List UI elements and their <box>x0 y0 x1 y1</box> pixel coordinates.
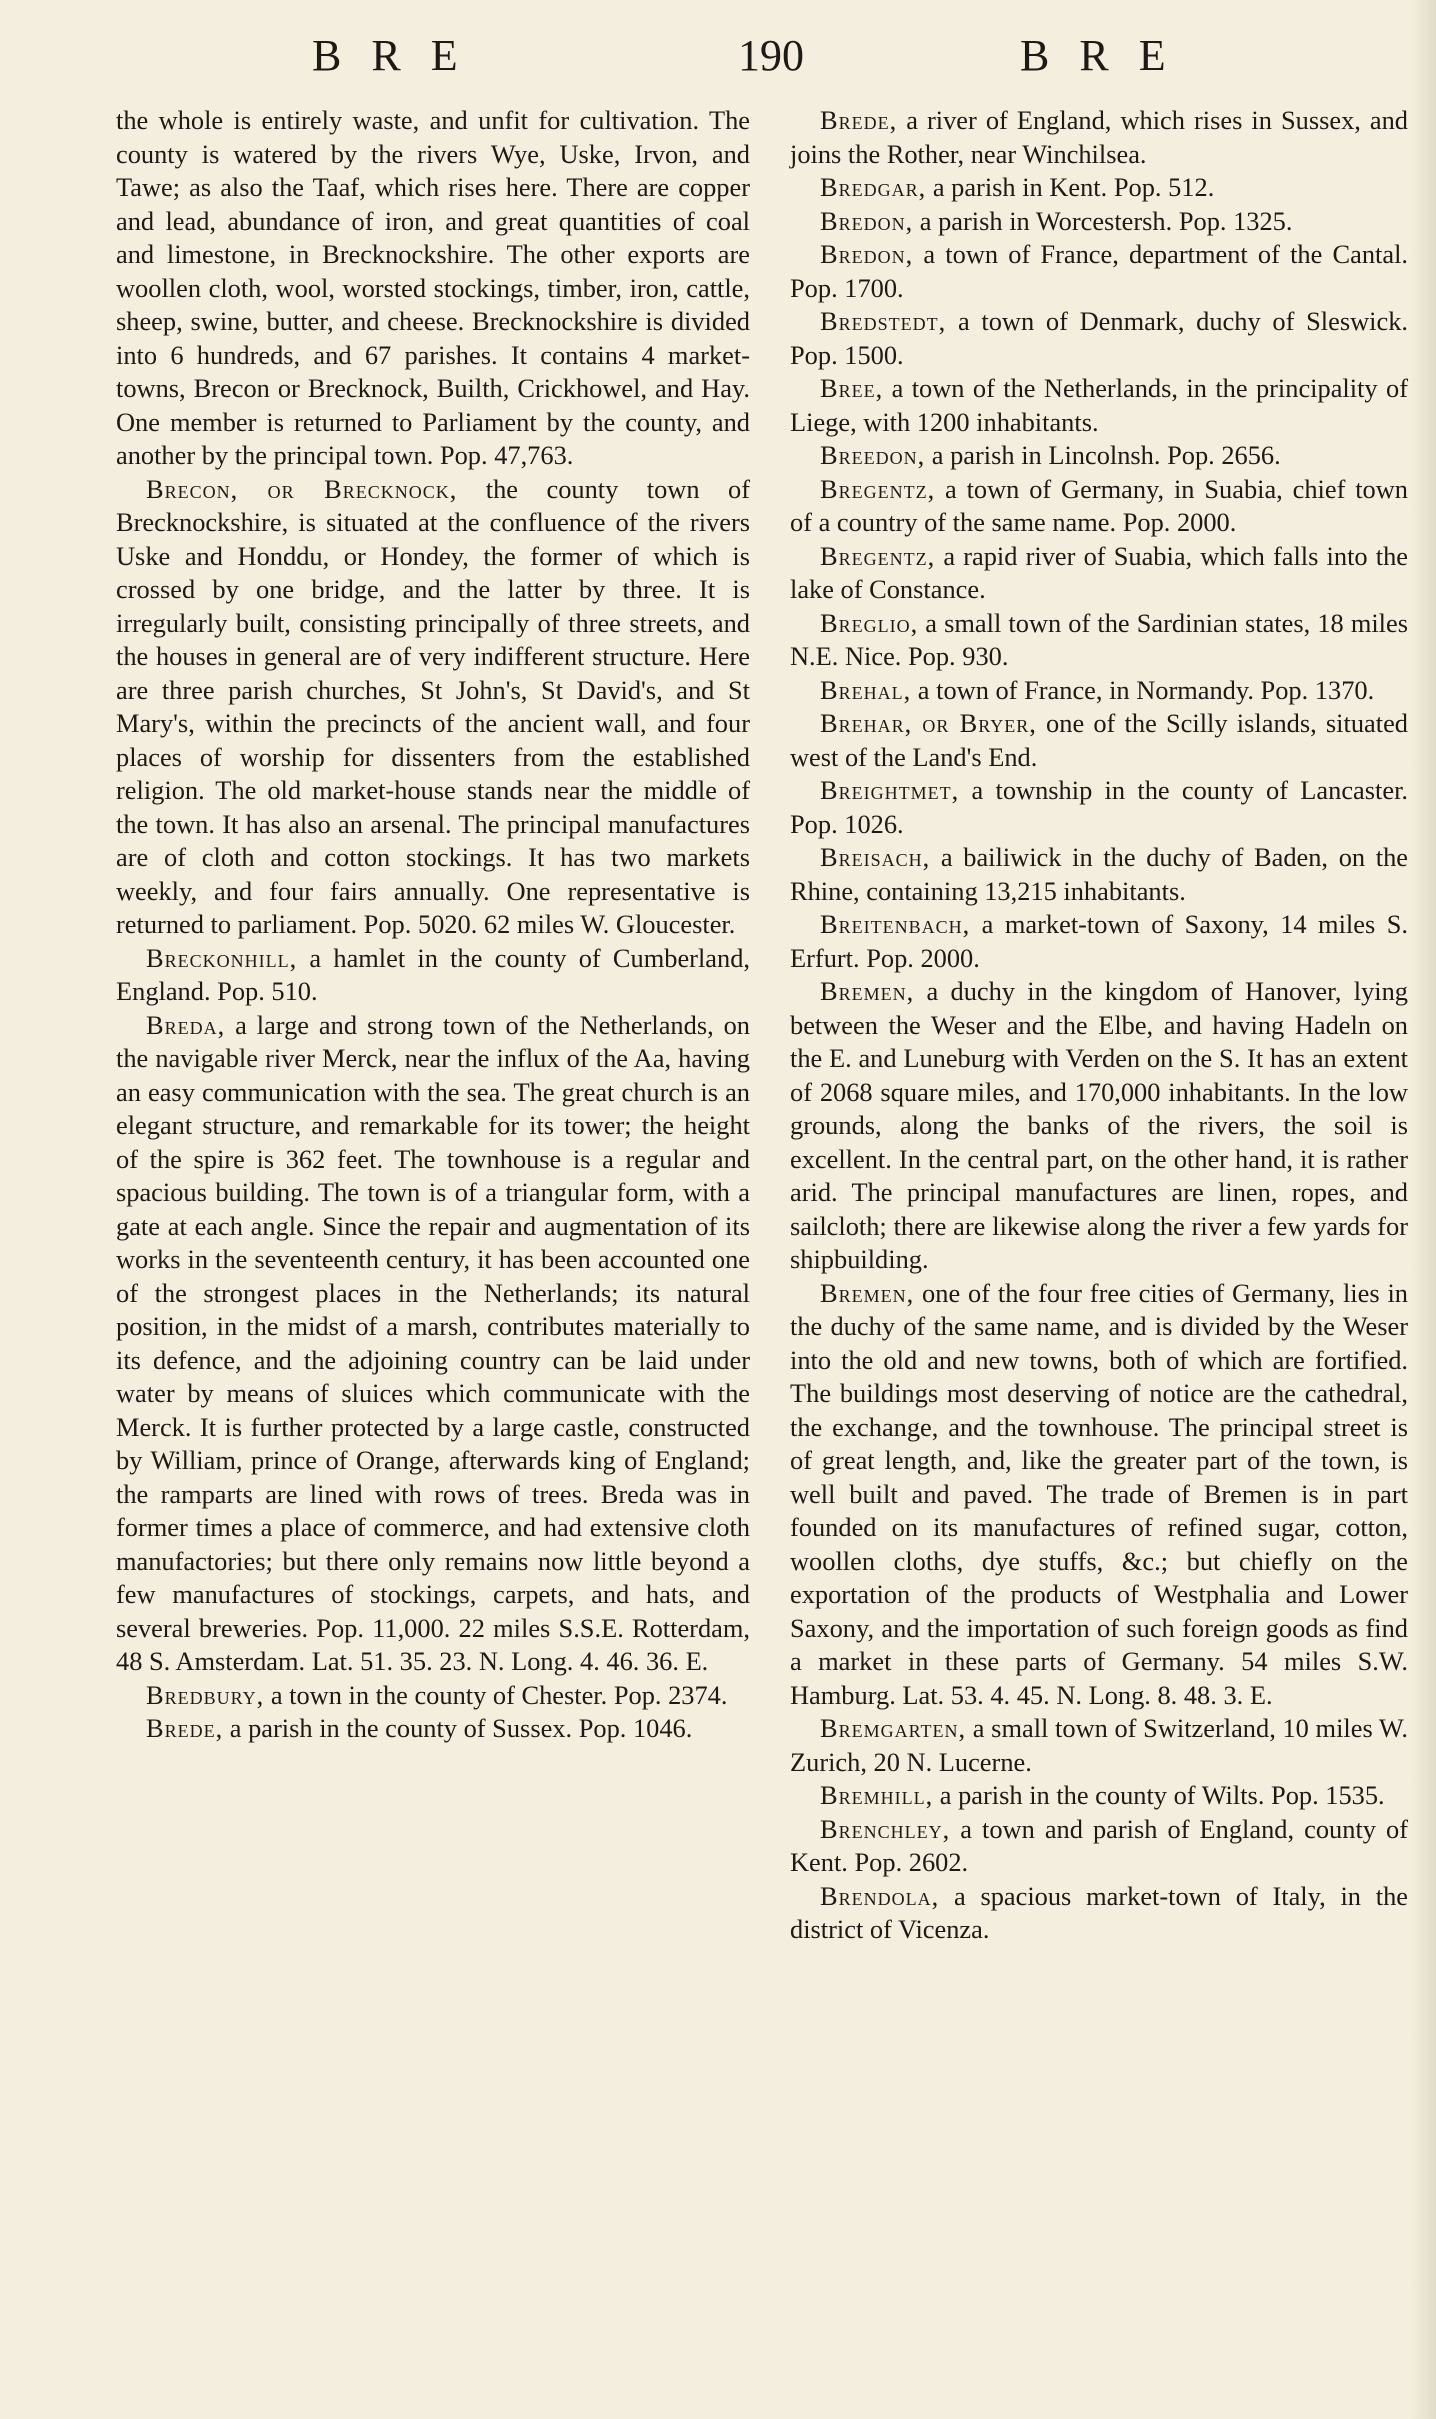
entry-headword: Bregentz, <box>820 540 936 571</box>
entry-headword: Brendola, <box>820 1880 940 1911</box>
entry-headword: Breda, <box>146 1009 226 1040</box>
entry-headword: Breightmet, <box>820 775 960 805</box>
entry-text: a small town of the Sardinian states, 18 miles N.E. Nice. Pop. 930. <box>790 607 1408 671</box>
header-right-catchword: BRE <box>1020 31 1196 80</box>
dictionary-entry <box>790 540 1408 607</box>
header-left-catchword: BRE <box>312 31 488 80</box>
entry-text: a town of Denmark, duchy of Sleswick. Pop. 1500. <box>790 306 1408 370</box>
dictionary-entry <box>790 238 1408 305</box>
entry-text: a parish in Lincolnsh. Pop. 2656. <box>925 440 1281 470</box>
dictionary-entry <box>790 473 1408 540</box>
entry-text: a town in the county of Chester. Pop. 2374. <box>264 1679 728 1710</box>
entry-headword: Bredon, <box>820 239 914 269</box>
dictionary-entry <box>790 205 1408 239</box>
entry-text: a market-town of Saxony, 14 miles S. Erfurt. Pop. 2000. <box>790 909 1408 973</box>
entry-headword: Breckonhill, <box>146 942 298 973</box>
entry-headword: Bremhill, <box>820 1780 934 1810</box>
dictionary-entry <box>116 1679 750 1713</box>
entry-headword: Bredgar, <box>820 172 927 202</box>
dictionary-entry <box>116 942 750 1009</box>
entry-text: a small town of Switzerland, 10 miles W. Zurich, 20 N. Lucerne. <box>790 1713 1408 1777</box>
page-header <box>0 30 1436 90</box>
entry-text: a river of England, which rises in Sussex, and joins the Rother, near Winchilsea. <box>790 105 1408 169</box>
entry-headword: Breisach, <box>820 842 931 872</box>
dictionary-entry <box>790 674 1408 708</box>
entry-text: a rapid river of Suabia, which falls into the lake of Constance. <box>790 540 1408 604</box>
entry-headword: Breitenbach, <box>820 909 971 939</box>
dictionary-entry <box>116 104 750 473</box>
dictionary-entry <box>790 707 1408 774</box>
entry-text: a township in the county of Lancaster. Pop. 1026. <box>790 775 1408 839</box>
dictionary-entry <box>790 372 1408 439</box>
dictionary-entry <box>790 1277 1408 1713</box>
dictionary-entry <box>790 908 1408 975</box>
entry-text: a large and strong town of the Netherlands, on the navigable river Merck, near the influx of the Aa, having an easy communication with the sea. The great church is an elegant structure, and remarkable for its tower; the height of the spire is 362 feet. The townhouse is a regular and spacious building. The town is of a triangular form, with a gate at each angle. Since the repair and augmentation of its works in the seventeenth century, it has been accounted one of the strongest places in the Netherlands; its natural position, in the midst of a marsh, contributes materially to its defence, and the adjoining country can be laid under water by means of sluices which communicate with the Merck. It is further protected by a large castle, constructed by William, prince of Orange, afterwards king of England; the ramparts are lined with rows of trees. Breda was in former times a place of commerce, and had extensive cloth manufactories; but there only remains now little beyond a few manufactures of stockings, carpets, and hats, and several breweries. Pop. 11,000. 22 miles S.S.E. Rotterdam, 48 S. Amsterdam. Lat. 51. 35. 23. N. Long. 4. 46. 36. E. <box>116 1009 750 1676</box>
entry-text: a town and parish of England, county of Kent. Pop. 2602. <box>790 1813 1408 1877</box>
entry-text: a parish in the county of Wilts. Pop. 1535. <box>933 1780 1385 1810</box>
entry-headword: Breglio, <box>820 607 919 638</box>
entry-headword: Bregentz, <box>820 473 936 504</box>
dictionary-entry <box>790 607 1408 674</box>
entry-headword: Brede, <box>820 105 898 135</box>
entry-headword: Brede, <box>146 1713 224 1743</box>
entry-text: a hamlet in the county of Cumberland, England. Pop. 510. <box>116 942 750 1006</box>
dictionary-entry <box>790 1779 1408 1813</box>
entry-text: a town of France, in Normandy. Pop. 1370. <box>911 674 1375 705</box>
entry-headword: Bredon, <box>820 205 914 236</box>
dictionary-entry <box>790 439 1408 473</box>
page-number: 190 <box>738 31 804 80</box>
entry-headword: Bremgarten, <box>820 1713 967 1743</box>
page-edge-shadow <box>1410 0 1436 2419</box>
dictionary-entry <box>116 1009 750 1679</box>
entry-headword: Brecon, or Brecknock, <box>146 473 458 504</box>
entry-headword: Bredbury, <box>146 1679 265 1710</box>
right-column <box>790 104 1408 1947</box>
entry-headword: Brenchley, <box>820 1813 951 1844</box>
entry-headword: Brehal, <box>820 674 912 705</box>
entry-headword: Bredstedt, <box>820 306 947 336</box>
dictionary-entry <box>790 841 1408 908</box>
entry-headword: Breedon, <box>820 440 926 470</box>
entry-text: a parish in Worcestersh. Pop. 1325. <box>913 205 1293 236</box>
dictionary-entry <box>790 171 1408 205</box>
dictionary-entry <box>790 104 1408 171</box>
dictionary-entry <box>790 1712 1408 1779</box>
entry-text: a town of Germany, in Suabia, chief town of a country of the same name. Pop. 2000. <box>790 473 1408 537</box>
entry-text: one of the Scilly islands, situated west of the Land's End. <box>790 708 1408 772</box>
entry-headword: Brehar, or Bryer, <box>820 708 1037 738</box>
entry-headword: Bremen, <box>820 976 915 1006</box>
dictionary-entry <box>790 1880 1408 1947</box>
entry-text: a parish in Kent. Pop. 512. <box>926 172 1215 202</box>
left-column <box>116 104 750 1746</box>
entry-text: a town of France, department of the Cantal. Pop. 1700. <box>790 239 1408 303</box>
entry-text: a duchy in the kingdom of Hanover, lying between the Weser and the Elbe, and having Hadeln on the E. and Luneburg with Verden on the S. It has an extent of 2068 square miles, and 170,000 inhabitants. In the low grounds, along the banks of the rivers, the soil is excellent. In the central part, on the other hand, it is rather arid. The principal manufactures are linen, ropes, and sailcloth; there are likewise along the river a few yards for shipbuilding. <box>790 976 1408 1274</box>
entry-text: the whole is entirely waste, and unfit for cultivation. The county is watered by the rivers Wye, Uske, Irvon, and Tawe; as also the Taaf, which rises here. There are copper and lead, abundance of iron, and great quantities of coal and limestone, in Brecknockshire. The other exports are woollen cloth, wool, worsted stockings, timber, iron, cattle, sheep, swine, butter, and cheese. Brecknockshire is divided into 6 hundreds, and 67 parishes. It contains 4 market-towns, Brecon or Brecknock, Builth, Crickhowel, and Hay. One member is returned to Parliament by the county, and another by the principal town. Pop. 47,763. <box>116 105 750 470</box>
entry-text: one of the four free cities of Germany, lies in the duchy of the same name, and is divided by the Weser into the old and new towns, both of which are fortified. The buildings most deserving of notice are the cathedral, the exchange, and the townhouse. The principal street is of great length, and, like the greater part of the town, is well built and paved. The trade of Bremen is in part founded on its manufactures of refined sugar, cotton, woollen cloths, dye stuffs, &c.; but chiefly on the exportation of the products of Westphalia and Lower Saxony, and the importation of such foreign goods as find a market in these parts of Germany. 54 miles S.W. Hamburg. Lat. 53. 4. 45. N. Long. 8. 48. 3. E. <box>790 1277 1408 1710</box>
dictionary-entry <box>790 1813 1408 1880</box>
dictionary-entry <box>790 774 1408 841</box>
entry-headword: Bree, <box>820 373 884 403</box>
entry-text: the county town of Brecknockshire, is situated at the confluence of the rivers Uske and Honddu, or Hondey, the former of which is crossed by one bridge, and the latter by three. It is irregularly built, consisting principally of three streets, and the houses in general are of very indifferent structure. Here are three parish churches, St John's, St David's, and St Mary's, within the precincts of the ancient wall, and four places of worship for dissenters from the established religion. The old market-house stands near the middle of the town. It has also an arsenal. The principal manufactures are of cloth and cotton stockings. It has two markets weekly, and four fairs annually. One representative is returned to parliament. Pop. 5020. 62 miles W. Gloucester. <box>116 473 750 939</box>
entry-text: a spacious market-town of Italy, in the district of Vicenza. <box>790 1880 1408 1944</box>
entry-text: a bailiwick in the duchy of Baden, on the Rhine, containing 13,215 inhabitants. <box>790 842 1408 906</box>
entry-text: a town of the Netherlands, in the principality of Liege, with 1200 inhabitants. <box>790 373 1408 437</box>
dictionary-entry <box>790 975 1408 1277</box>
entry-headword: Bremen, <box>820 1277 915 1308</box>
dictionary-entry <box>790 305 1408 372</box>
entry-text: a parish in the county of Sussex. Pop. 1046. <box>223 1713 693 1743</box>
dictionary-entry <box>116 1712 750 1746</box>
dictionary-entry <box>116 473 750 942</box>
